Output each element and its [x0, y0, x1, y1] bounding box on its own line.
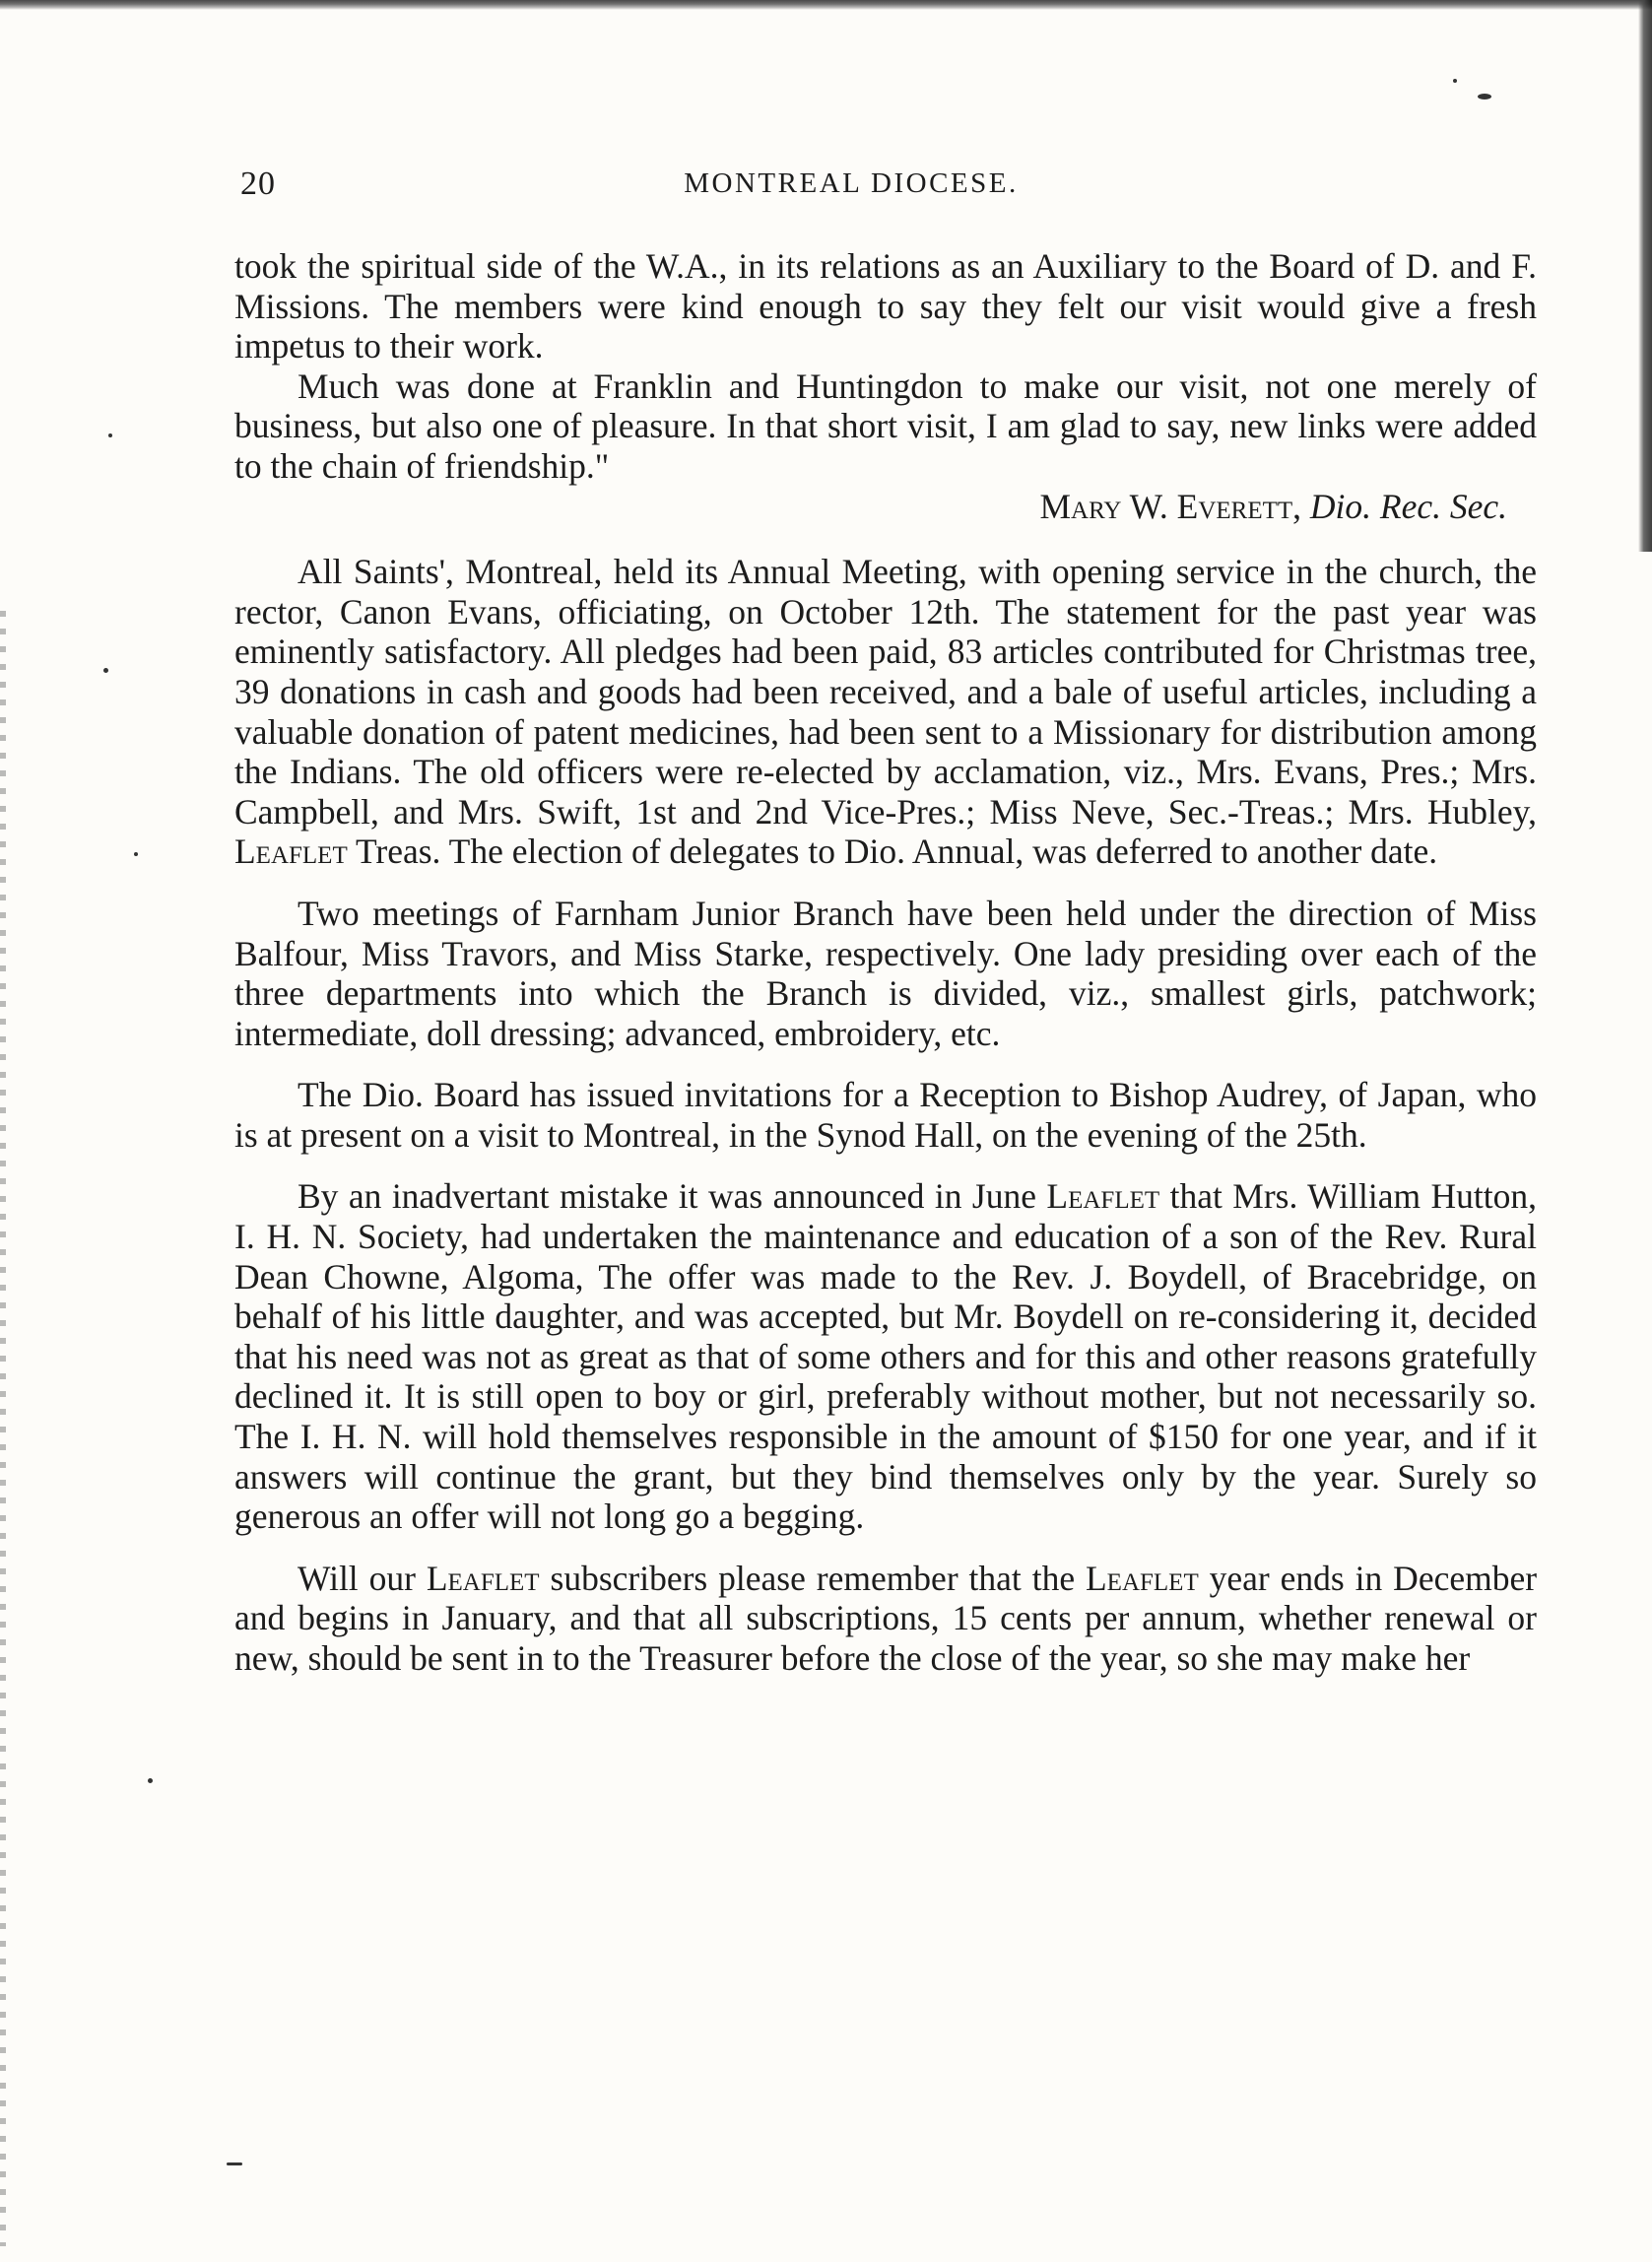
paragraph-7-end: year ends in December and begins in January, and that all subscriptions, 15 cents per annum, whether renewal or new, should be sent in to the Treasurer before the close of the year, so she may make her	[234, 1558, 1538, 1678]
paragraph-4: Two meetings of Farnham Junior Branch have been held under the direction of Miss Balfour, Miss Travors, and Miss Starke, respectively. One lady presiding over each of the three departments into which the Branch is divided, viz., smallest girls, patchwork; intermediate, doll dressing; advanced, embroidery, etc.	[234, 893, 1537, 1053]
scan-speck	[108, 433, 112, 437]
scan-speck	[227, 2162, 242, 2165]
leaflet-word: Leaflet	[1086, 1558, 1199, 1598]
paragraph-3	[234, 552, 1537, 872]
page-header	[240, 166, 1541, 215]
paragraph-2: Much was done at Franklin and Huntingdon to make our visit, not one merely of business, but also one of pleasure. In that short visit, I am glad to say, new links were added to the chain of friendship."	[234, 366, 1537, 486]
scan-right-edge	[1638, 0, 1652, 552]
page-number: 20	[240, 166, 276, 202]
paragraph-3-end: Treas. The election of delegates to Dio. Annual, was deferred to another date.	[355, 832, 1438, 872]
body-text	[234, 246, 1537, 1679]
paragraph-3-text: All Saints', Montreal, held its Annual Meeting, with opening service in the church, the rector, Canon Evans, officiating, on October 12th. The statement for the past year was eminently satisfactory. All pledges had been paid, 83 articles contributed for Christmas tree, 39 donations in cash and goods had been received, and a bale of useful articles, including a valuable donation of patent medicines, had been sent to a Missionary for distribution among the Indians. The old officers were re-elected by acclamation, viz., Mrs. Evans, Pres.; Mrs. Campbell, and Mrs. Swift, 1st and 2nd Vice-Pres.; Miss Neve, Sec.-Treas.; Mrs. Hubley,	[234, 552, 1537, 832]
paragraph-6	[234, 1176, 1537, 1536]
scan-speck	[148, 1778, 153, 1783]
signature-title: Dio. Rec. Sec.	[1309, 486, 1507, 526]
paragraph-7-start: Will our	[297, 1558, 416, 1598]
paragraph-6-end: that Mrs. William Hutton, I. H. N. Society, had undertaken the maintenance and education of a son of the Rev. Rural Dean Chowne, Algoma, The offer was made to the Rev. J. Boydell, of Bracebridge, on behalf of his little daughter, and was accepted, but Mr. Boydell on re-considering it, decided that his need was not as great as that of some others and for this and other reasons gratefully declined it. It is still open to boy or girl, preferably without mother, but not necessarily so. The I. H. N. will hold themselves responsible in the amount of $150 for one year, and if it answers will continue the grant, but they bind themselves only by the year. Surely so generous an offer will not long go a begging.	[234, 1176, 1537, 1537]
signature-line	[234, 487, 1537, 527]
leaflet-word: Leaflet	[234, 832, 348, 872]
scan-speck	[1453, 79, 1457, 83]
paragraph-6-start: By an inadvertant mistake it was announced in June	[297, 1176, 1036, 1217]
paragraph-5: The Dio. Board has issued invitations for a Reception to Bishop Audrey, of Japan, who is at present on a visit to Montreal, in the Synod Hall, on the evening of the 25th.	[234, 1075, 1537, 1155]
running-title: MONTREAL DIOCESE.	[684, 167, 1019, 199]
paragraph-1: took the spiritual side of the W.A., in its relations as an Auxiliary to the Board of D. and F. Missions. The members were kind enough to say they felt our visit would give a fresh impetus to their work.	[234, 246, 1537, 366]
scan-speck	[1478, 94, 1491, 100]
scan-left-edge	[0, 611, 6, 2246]
scan-top-edge	[0, 0, 1652, 10]
leaflet-word: Leaflet	[426, 1558, 540, 1598]
paragraph-7	[234, 1559, 1537, 1679]
scan-speck	[134, 852, 138, 856]
scan-speck	[103, 668, 108, 673]
signature-name: Mary W. Everett,	[1039, 486, 1302, 526]
paragraph-7-mid: subscribers please remember that the	[550, 1558, 1076, 1598]
leaflet-word: Leaflet	[1046, 1176, 1160, 1217]
